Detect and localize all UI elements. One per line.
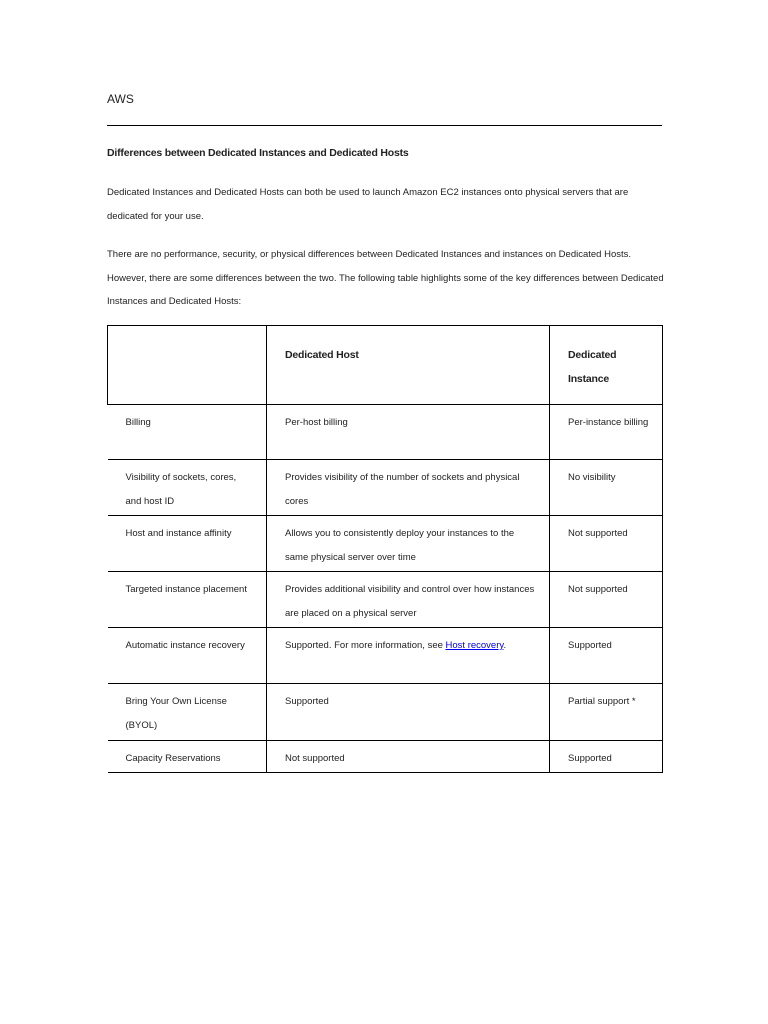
- table-row: [108, 684, 663, 741]
- dedicated-host-cell: Not supported: [267, 741, 550, 773]
- feature-cell: Automatic instance recovery: [108, 628, 267, 684]
- table-header-dedicated-host: Dedicated Host: [267, 326, 550, 405]
- section-heading: Differences between Dedicated Instances and Dedicated Hosts: [107, 147, 409, 159]
- dedicated-instance-cell: Per-instance billing: [550, 405, 663, 460]
- table-row: [108, 628, 663, 684]
- dedicated-instance-cell: Supported: [550, 741, 663, 773]
- dedicated-host-cell: Supported: [267, 684, 550, 741]
- dedicated-instance-cell: No visibility: [550, 460, 663, 516]
- document-header-title: AWS: [107, 92, 134, 106]
- table-row: [108, 405, 663, 460]
- dedicated-instance-cell: Partial support *: [550, 684, 663, 741]
- intro-paragraph: Dedicated Instances and Dedicated Hosts can both be used to launch Amazon EC2 instances onto physical servers that are dedicated for your use.: [107, 187, 629, 222]
- table-row: [108, 516, 663, 572]
- dedicated-instance-cell: Not supported: [550, 572, 663, 628]
- feature-cell: Host and instance affinity: [108, 516, 267, 572]
- dedicated-host-cell: Allows you to consistently deploy your instances to the same physical server over time: [267, 516, 550, 572]
- host-recovery-suffix: .: [503, 640, 507, 651]
- dedicated-host-cell: Per-host billing: [267, 405, 550, 460]
- table-row: [108, 460, 663, 516]
- table-header-row: [108, 326, 663, 405]
- dedicated-host-cell: Provides visibility of the number of sockets and physical cores: [267, 460, 550, 516]
- differences-paragraph: There are no performance, security, or physical differences between Dedicated Instances and instances on Dedicated Hosts. However, there are some differences between the two. The following table highlights some of the key differences between Dedicated Instances and Dedicated Hosts:: [107, 249, 664, 307]
- host-recovery-prefix: Supported. For more information, see: [285, 640, 446, 651]
- feature-cell: Bring Your Own License (BYOL): [108, 684, 267, 741]
- table-header-feature: [108, 326, 267, 405]
- dedicated-host-cell: Provides additional visibility and control over how instances are placed on a physical server: [267, 572, 550, 628]
- table-row: [108, 572, 663, 628]
- feature-cell: Billing: [108, 405, 267, 460]
- feature-cell: Visibility of sockets, cores, and host ID: [108, 460, 267, 516]
- dedicated-instance-cell: Supported: [550, 628, 663, 684]
- feature-cell: Capacity Reservations: [108, 741, 267, 773]
- dedicated-host-cell: [267, 628, 550, 684]
- table-row: [108, 741, 663, 773]
- comparison-table: [107, 325, 663, 773]
- feature-cell: Targeted instance placement: [108, 572, 267, 628]
- host-recovery-link[interactable]: Host recovery: [445, 640, 504, 651]
- table-header-dedicated-instance: Dedicated Instance: [550, 326, 663, 405]
- dedicated-instance-cell: Not supported: [550, 516, 663, 572]
- header-divider: [107, 125, 662, 126]
